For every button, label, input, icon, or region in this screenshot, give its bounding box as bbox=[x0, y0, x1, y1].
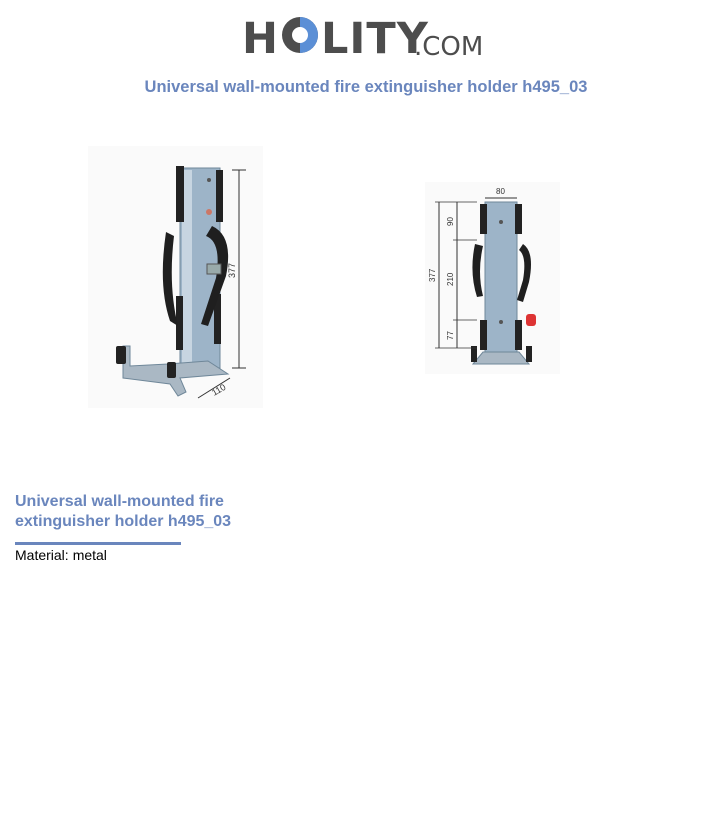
logo-wordmark: H LITY bbox=[242, 14, 429, 64]
title-divider bbox=[15, 542, 181, 545]
dimension-depth-label: 110 bbox=[210, 381, 228, 398]
logo-domain: .COM bbox=[414, 32, 484, 62]
dimension-bottom-label: 77 bbox=[446, 331, 455, 340]
product-title: Universal wall-mounted fire extinguisher holder h495_03 bbox=[15, 493, 232, 530]
material-value: metal bbox=[72, 547, 107, 563]
dimension-height-label: 377 bbox=[227, 262, 237, 278]
logo-o-icon bbox=[280, 15, 320, 55]
product-image-right bbox=[425, 182, 560, 374]
dimension-total-label: 377 bbox=[428, 268, 437, 282]
dimension-top-label: 90 bbox=[446, 217, 455, 226]
product-image-left bbox=[88, 146, 263, 408]
holity-logo[interactable] bbox=[242, 10, 482, 70]
product-material bbox=[15, 546, 107, 564]
dimension-width-label: 80 bbox=[496, 187, 505, 196]
material-label: Material: bbox=[15, 547, 69, 563]
page-title: Universal wall-mounted fire extinguisher holder h495_03 bbox=[144, 78, 588, 96]
dimension-mid-label: 210 bbox=[446, 272, 455, 286]
